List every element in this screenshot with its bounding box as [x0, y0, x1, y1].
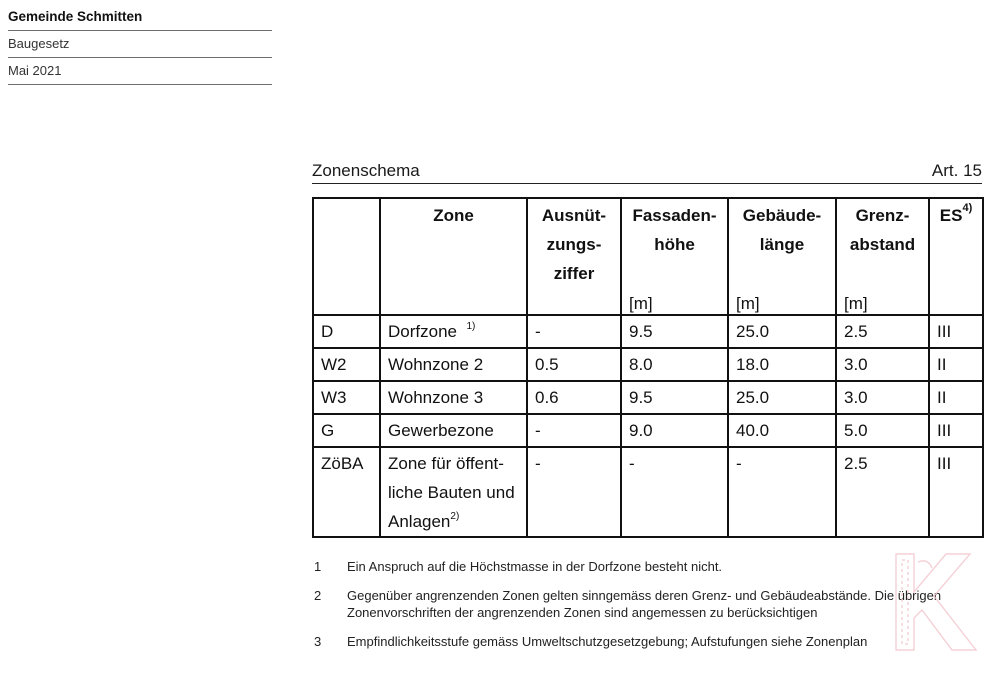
- zone-footnote-mark: 1): [466, 321, 476, 332]
- k-logo-icon: [888, 546, 984, 658]
- table-row: W2 Wohnzone 2 0.5 8.0 18.0 3.0 II: [313, 348, 983, 381]
- footnote-item: 2 Gegenüber angrenzenden Zonen gelten sinngemäss deren Grenz- und Gebäudeabstände. Die übrigen Zonenvorschriften der angrenzenden Zonen sind angemessen zu berücksichtigen: [314, 588, 942, 620]
- header-ausnuetzungsziffer: Ausnüt- zungs- ziffer: [527, 198, 621, 315]
- unit-fassade: [m]: [621, 294, 728, 315]
- zone-table: [312, 197, 984, 538]
- table-row: D Dorfzone $^{1)}$ - 9.5 25.0 2.5 III: [313, 315, 983, 348]
- unit-gebaeude: [m]: [728, 294, 836, 315]
- header-gebaeudelaenge: Gebäude- länge: [728, 198, 836, 294]
- table-row: G Gewerbezone - 9.0 40.0 5.0 III: [313, 414, 983, 447]
- header-es: ES$^{4)}$: [929, 198, 983, 315]
- document-header: [8, 4, 272, 85]
- table-row: ZöBA Zone für öffent- liche Bauten und Anlagen$^{2)}$ - - - 2.5 III: [313, 447, 983, 537]
- document-date: Mai 2021: [8, 58, 272, 85]
- footnote-item: 1 Ein Anspruch auf die Höchstmasse in der Dorfzone besteht nicht.: [314, 559, 723, 574]
- header-zone: Zone: [380, 198, 527, 315]
- document-name: Baugesetz: [8, 31, 272, 58]
- es-footnote-mark: 4): [962, 202, 973, 214]
- unit-grenz: [m]: [836, 294, 929, 315]
- footnote-item: 3 Empfindlichkeitsstufe gemäss Umweltschutzgesetzgebung; Aufstufungen siehe Zonenplan: [314, 634, 868, 649]
- table-header-row: [313, 198, 983, 294]
- zone-footnote-mark: 2): [450, 511, 460, 522]
- municipality-name: Gemeinde Schmitten: [8, 4, 272, 31]
- footnotes: [314, 558, 984, 662]
- article-number: Art. 15: [931, 161, 982, 180]
- header-code: [313, 198, 380, 315]
- section-title: Zonenschema: [312, 161, 420, 180]
- header-grenzabstand: Grenz- abstand: [836, 198, 929, 294]
- section-heading: [312, 158, 982, 184]
- table-row: W3 Wohnzone 3 0.6 9.5 25.0 3.0 II: [313, 381, 983, 414]
- header-fassadenhoehe: Fassaden- höhe: [621, 198, 728, 294]
